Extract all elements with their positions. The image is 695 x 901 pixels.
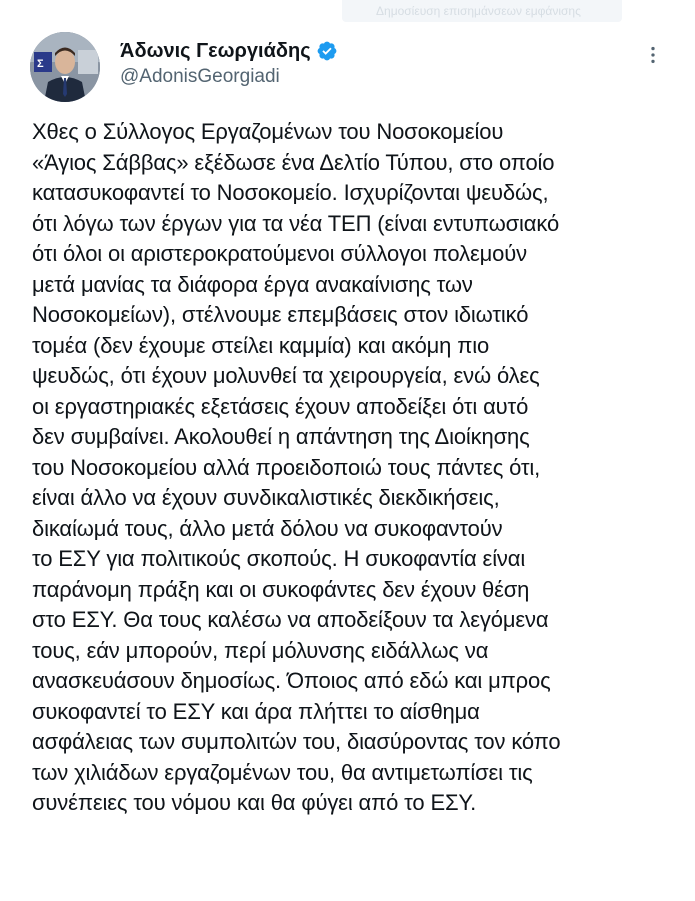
svg-text:Σ: Σ: [37, 58, 44, 70]
avatar[interactable]: [30, 32, 100, 102]
tweet-line: των χιλιάδων εργαζομένων του, θα αντιμετωπίσει τις: [32, 759, 533, 785]
top-banner-text: Δημοσίευση επισημάνσεων εμφάνισης: [376, 4, 581, 18]
tweet-line: κατασυκοφαντεί το Νοσοκομείο. Ισχυρίζονται ψευδώς,: [32, 180, 549, 205]
tweet-line: «Άγιος Σάββας» εξέδωσε ένα Δελτίο Τύπου, στο οποίο: [32, 149, 555, 175]
tweet-line: συνέπειες του νόμου και θα φύγει από το ΕΣΥ.: [32, 790, 477, 815]
user-avatar-photo-icon: [30, 32, 100, 102]
tweet-line: παράνομη πράξη και οι συκοφάντες δεν έχουν θέση: [32, 576, 530, 602]
tweet-line: μετά μανίας τα διάφορα έργα ανακαίνισης των: [32, 271, 473, 297]
tweet-line: του Νοσοκομείου αλλά προειδοποιώ τους πάντες ότι,: [32, 454, 541, 480]
tweet-line: Χθες ο Σύλλογος Εργαζομένων του Νοσοκομείου: [32, 119, 504, 144]
top-banner-hint: [342, 0, 622, 22]
tweet-line: ψευδώς, ότι έχουν μολυνθεί τα χειρουργεία, ενώ όλες: [32, 363, 540, 388]
tweet-line: τομέα (δεν έχουμε στείλει καμμία) και ακόμη πιο: [32, 332, 490, 358]
verified-badge-icon[interactable]: [316, 40, 338, 62]
tweet-line: ότι όλοι οι αριστεροκρατούμενοι σύλλογοι πολεμούν: [32, 241, 527, 266]
tweet-line: δικαίωμά τους, άλλο μετά δόλου να συκοφαντούν: [32, 515, 503, 541]
tweet-line: τους, εάν μπορούν, περί μόλυνσης ειδάλλως να: [32, 637, 489, 663]
tweet-line: ότι λόγω των έργων για τα νέα ΤΕΠ (είναι εντυπωσιακό: [32, 210, 560, 236]
author-names: [120, 38, 338, 88]
tweet-line: ανασκευάσουν δημοσίως. Όποιος από εδώ και μπρος: [32, 668, 551, 693]
tweet-line: συκοφαντεί το ΕΣΥ και άρα πλήττει το αίσθημα: [32, 698, 480, 724]
display-name[interactable]: Άδωνις Γεωργιάδης: [120, 39, 311, 62]
tweet-line: είναι άλλο να έχουν συνδικαλιστικές διεκδικήσεις,: [32, 485, 500, 510]
tweet-line: ασφάλειας των συμπολιτών του, διασύροντας τον κόπο: [32, 729, 561, 754]
more-options-button[interactable]: [636, 38, 670, 72]
tweet-line: οι εργαστηριακές εξετάσεις έχουν αποδείξει ότι αυτό: [32, 393, 529, 419]
handle[interactable]: @AdonisGeorgiadi: [120, 66, 280, 87]
tweet-line: στο ΕΣΥ. Θα τους καλέσω να αποδείξουν τα λεγόμενα: [32, 607, 549, 632]
more-options-icon: [642, 44, 664, 66]
tweet-text: [32, 117, 692, 819]
tweet-line: Νοσοκομείων), στέλνουμε επεμβάσεις στον ιδιωτικό: [32, 302, 529, 327]
display-name-row: [120, 38, 338, 64]
tweet-header: [30, 32, 670, 102]
tweet-line: δεν συμβαίνει. Ακολουθεί η απάντηση της Διοίκησης: [32, 424, 530, 449]
tweet-line: το ΕΣΥ για πολιτικούς σκοπούς. Η συκοφαντία είναι: [32, 546, 526, 571]
